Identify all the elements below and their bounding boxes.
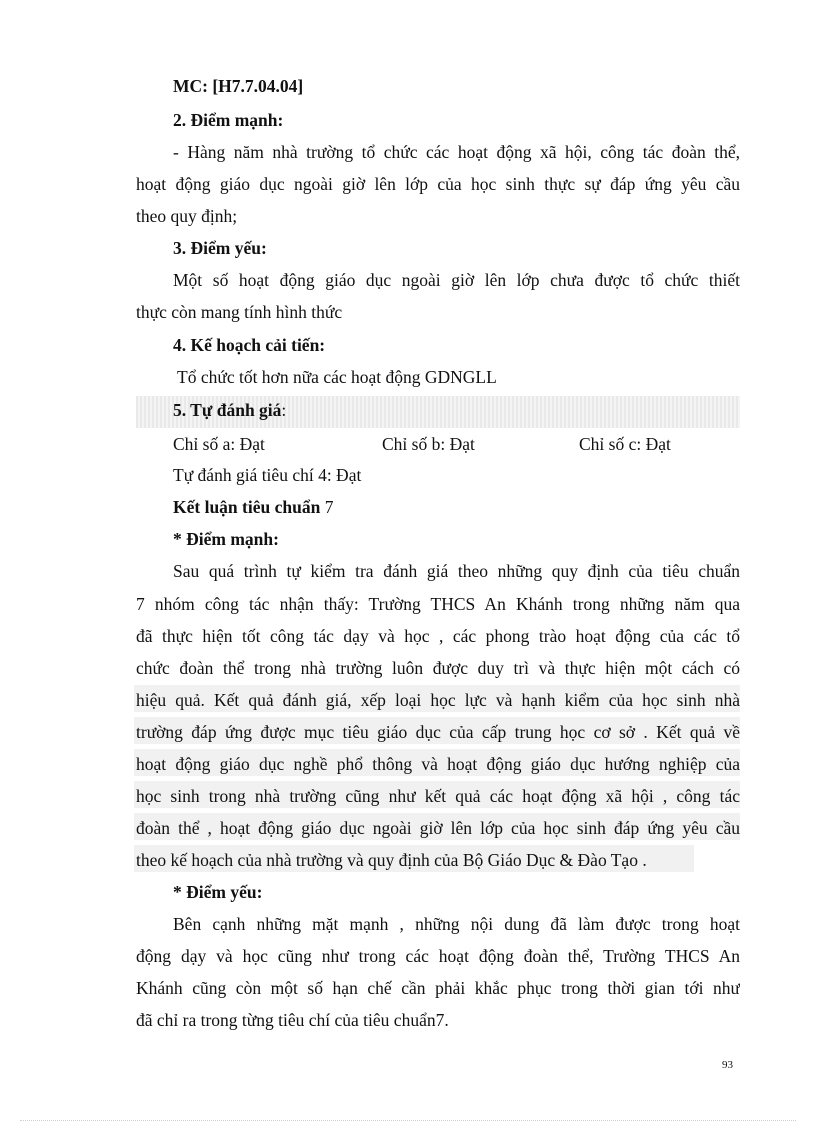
- conc-strengths-line: Sau quá trình tự kiểm tra đánh giá theo những quy định của tiêu chuẩn: [173, 561, 740, 581]
- plan-text: Tổ chức tốt hơn nữa các hoạt động GDNGLL: [177, 367, 497, 387]
- weakness-line: thực còn mang tính hình thức: [136, 302, 343, 322]
- strengths-heading: 2. Điểm mạnh:: [173, 110, 284, 130]
- self-eval-colon: :: [281, 400, 287, 420]
- conclusion-title: [173, 495, 740, 519]
- conc-strengths-line: chức đoàn thể trong nhà trường luôn được duy trì và thực hiện một cách có: [136, 658, 740, 678]
- strengths-line: hoạt động giáo dục ngoài giờ lên lớp của học sinh thực sự đáp ứng yêu cầu: [136, 174, 740, 194]
- page-number: 93: [722, 1059, 733, 1071]
- index-b: Chỉ số b: Đạt: [382, 434, 475, 454]
- weakness-heading: 3. Điểm yếu:: [173, 238, 267, 258]
- plan-heading: 4. Kế hoạch cải tiến:: [173, 335, 326, 355]
- conc-strengths-line: đã thực hiện tốt công tác dạy và học , các phong trào hoạt động của các tổ: [136, 626, 740, 646]
- self-eval-label: 5. Tự đánh giá: [173, 400, 282, 420]
- conc-strengths-line: 7 nhóm công tác nhận thấy: Trường THCS An Khánh trong những năm qua: [136, 594, 740, 614]
- self-eval-heading: [173, 398, 740, 422]
- weakness-line: Một số hoạt động giáo dục ngoài giờ lên lớp chưa được tổ chức thiết: [173, 270, 740, 290]
- conc-strengths-line: hoạt động giáo dục nghề phổ thông và hoạt động giáo dục hướng nghiệp của: [136, 754, 740, 774]
- index-c: Chỉ số c: Đạt: [579, 434, 671, 454]
- conc-weakness-line: Khánh cũng còn một số hạn chế cần phải khắc phục trong thời gian tới như: [136, 978, 740, 998]
- conc-strengths-line: hiệu quả. Kết quả đánh giá, xếp loại học lực và hạnh kiểm của học sinh nhà: [136, 690, 740, 710]
- strengths-line: theo quy định;: [136, 206, 238, 226]
- conclusion-heading: Kết luận tiêu chuẩn: [173, 497, 321, 517]
- criterion-result: Tự đánh giá tiêu chí 4: Đạt: [173, 465, 362, 485]
- conc-strengths-line: đoàn thể , hoạt động giáo dục ngoài giờ lên lớp của học sinh đáp ứng yêu cầu: [136, 818, 740, 838]
- conc-weakness-line: đã chỉ ra trong từng tiêu chí của tiêu chuẩn7.: [136, 1010, 449, 1030]
- conclusion-number: 7: [320, 497, 334, 517]
- conc-weakness-heading: * Điểm yếu:: [173, 882, 263, 902]
- conc-strengths-line: theo kế hoạch của nhà trường và quy định của Bộ Giáo Dục & Đào Tạo .: [136, 850, 647, 870]
- strengths-line: - Hàng năm nhà trường tổ chức các hoạt động xã hội, công tác đoàn thể,: [173, 142, 740, 162]
- conc-strengths-heading: * Điểm mạnh:: [173, 529, 279, 549]
- conc-strengths-line: học sinh trong nhà trường cũng như kết quả các hoạt động xã hội , công tác: [136, 786, 740, 806]
- mc-code: MC: [H7.7.04.04]: [173, 76, 304, 96]
- conc-weakness-line: động dạy và học cũng như trong các hoạt động đoàn thể, Trường THCS An: [136, 946, 740, 966]
- footer-rule: [20, 1120, 796, 1121]
- index-a: Chỉ số a: Đạt: [173, 434, 265, 454]
- conc-strengths-line: trường đáp ứng được mục tiêu giáo dục của cấp trung học cơ sở . Kết quả về: [136, 722, 740, 742]
- conc-weakness-line: Bên cạnh những mặt mạnh , những nội dung đã làm được trong hoạt: [173, 914, 740, 934]
